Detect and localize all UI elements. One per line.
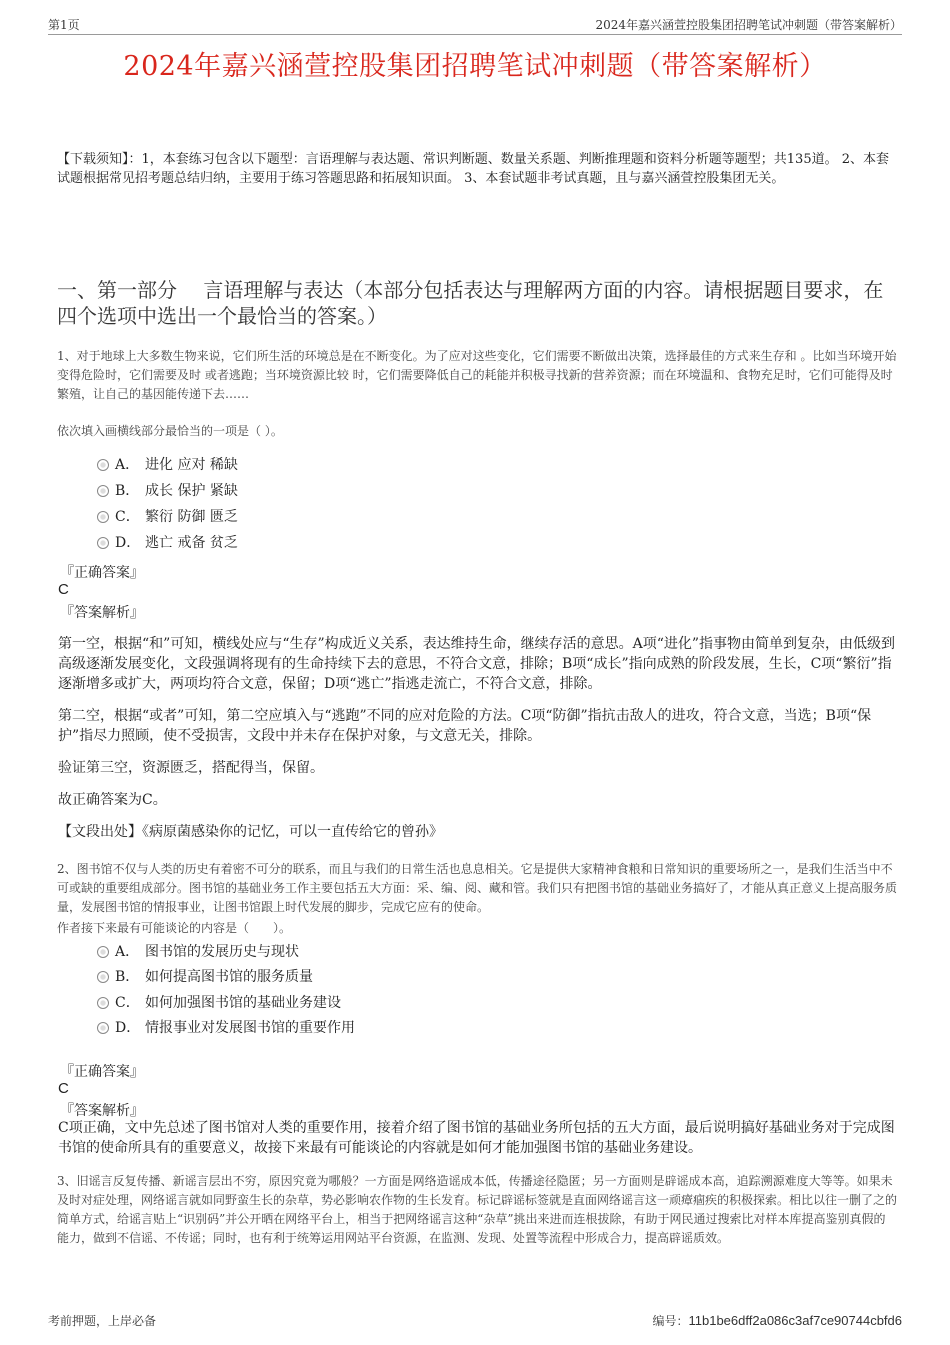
radio-icon[interactable] (97, 485, 109, 497)
page-number: 第1页 (48, 18, 80, 32)
radio-icon[interactable] (97, 997, 109, 1009)
question-1-answer: C (58, 581, 69, 598)
radio-icon[interactable] (97, 1022, 109, 1034)
radio-icon[interactable] (97, 537, 109, 549)
question-1-option-c[interactable]: C． 繁衍 防御 匮乏 (97, 507, 238, 527)
question-2-stem: 2、图书馆不仅与人类的历史有着密不可分的联系，而且与我们的日常生活也息息相关。它是提供大家精神食粮和日常知识的重要场所之一，是我们生活当中不可或缺的重要组成部分。图书馆的基础业务工作主要包括五大方面：采、编、阅、藏和管。我们只有把图书馆的基础业务搞好了，才能从真正意义上提高服务质量，发展图书馆的情报事业，让图书馆跟上时代发展的脚步，完成它应有的使命。 (57, 862, 898, 914)
footer-code: 编号：11b1be6dff2a086c3af7ce90744cbfd6 (652, 1313, 902, 1328)
question-2-option-b[interactable]: B． 如何提高图书馆的服务质量 (97, 967, 313, 987)
question-1-option-a[interactable]: A． 进化 应对 稀缺 (97, 455, 238, 475)
question-2-answer-label: 『正确答案』 (60, 1064, 144, 1080)
question-1-option-d[interactable]: D． 逃亡 戒备 贫乏 (97, 533, 238, 553)
question-3-stem: 3、旧谣言反复传播、新谣言层出不穷，原因究竟为哪般？一方面是网络造谣成本低，传播途径隐匿；另一方面则是辟谣成本高，追踪溯源难度大等等。如果未及时对症处理，网络谣言就如同野蛮生长的杂草，势必影响农作物的生长发育。标记辟谣标签就是直面网络谣言这一顽瘴痼疾的积极探索。相比以往一删了之的简单方式，给谣言贴上“识别码”并公开晒在网络平台上，相当于把网络谣言这种“杂草”挑出来进而连根拔除，有助于网民通过搜索比对样本库提高鉴别真假的能力，做到不信谣、不传谣；同时，也有利于统筹运用网站平台资源，在监测、发现、处置等流程中形成合力，提高辟谣质效。 (57, 1174, 898, 1245)
question-1-analysis-p3: 验证第三空，资源匮乏，搭配得当，保留。 (58, 760, 324, 776)
question-1-analysis-p1: 第一空，根据“和”可知，横线处应与“生存”构成近义关系，表达维持生命，继续存活的意思。A项“进化”指事物由简单到复杂，由低级到高级逐渐发展变化，文段强调将现有的生命持续下去的意思，不符合文意，排除；B项“成长”指向成熟的阶段发展，生长，C项“繁衍”指逐渐增多或扩大，两项均符合文意，保留；D项“逃亡”指逃走流亡，不符合文意，排除。 (58, 636, 896, 692)
question-1-prompt: 依次填入画横线部分最恰当的一项是（ ）。 (57, 424, 283, 438)
download-notice: 【下载须知】：1，本套练习包含以下题型：言语理解与表达题、常识判断题、数量关系题、判断推理题和资料分析题等题型；共135道。 2、本套试题根据常见招考题总结归纳，主要用于练习答题思路和拓展知识面。 3、本套试题非考试真题，且与嘉兴涵萱控股集团无关。 (57, 152, 889, 186)
question-2-answer: C (58, 1080, 69, 1097)
radio-icon[interactable] (97, 946, 109, 958)
radio-icon[interactable] (97, 511, 109, 523)
header-doc-title: 2024年嘉兴涵萱控股集团招聘笔试冲刺题（带答案解析） (595, 18, 902, 32)
question-1-analysis-p2: 第二空，根据“或者”可知，第二空应填入与“逃跑”不同的应对危险的方法。C项“防御”指抗击敌人的进攻，符合文意，当选；B项“保护”指尽力照顾，使不受损害，文段中并未存在保护对象，与文意无关，排除。 (58, 708, 872, 744)
question-1-source: 【文段出处】《病原菌感染你的记忆，可以一直传给它的曾孙》 (58, 824, 443, 840)
question-2-prompt: 作者接下来最有可能谈论的内容是（ ）。 (57, 921, 292, 935)
section-title: 一、第一部分 言语理解与表达（本部分包括表达与理解两方面的内容。请根据题目要求，在四个选项中选出一个最恰当的答案。） (57, 278, 884, 328)
footer-slogan: 考前押题，上岸必备 (48, 1314, 157, 1328)
question-1-answer-label: 『正确答案』 (60, 565, 144, 581)
question-1-analysis-label: 『答案解析』 (60, 605, 144, 621)
radio-icon[interactable] (97, 459, 109, 471)
question-2-analysis-label: 『答案解析』 (60, 1103, 144, 1119)
question-2-option-a[interactable]: A． 图书馆的发展历史与现状 (97, 942, 299, 962)
question-2-option-c[interactable]: C． 如何加强图书馆的基础业务建设 (97, 993, 341, 1013)
question-2-analysis: C项正确，文中先总述了图书馆对人类的重要作用，接着介绍了图书馆的基础业务所包括的五大方面，最后说明搞好基础业务对于完成图书馆的使命所具有的重要意义，故接下来最有可能谈论的内容就是如何才能加强图书馆的基础业务建设。 (58, 1120, 895, 1156)
document-title: 2024年嘉兴涵萱控股集团招聘笔试冲刺题（带答案解析） (123, 51, 827, 82)
question-1-analysis-p4: 故正确答案为C。 (58, 792, 167, 808)
question-1-stem: 1、对于地球上大多数生物来说，它们所生活的环境总是在不断变化。为了应对这些变化，它们需要不断做出决策，选择最佳的方式来生存和 。比如当环境开始变得危险时，它们需要及时 或者逃跑；当环境资源比较 时，它们需要降低自己的耗能并积极寻找新的营养资源；而在环境温和、食物充足时，它们可能得及时繁殖，让自己的基因能传递下去…… (57, 349, 897, 401)
question-1-option-b[interactable]: B． 成长 保护 紧缺 (97, 481, 238, 501)
radio-icon[interactable] (97, 971, 109, 983)
page-header (48, 14, 902, 35)
question-2-option-d[interactable]: D． 情报事业对发展图书馆的重要作用 (97, 1018, 355, 1038)
